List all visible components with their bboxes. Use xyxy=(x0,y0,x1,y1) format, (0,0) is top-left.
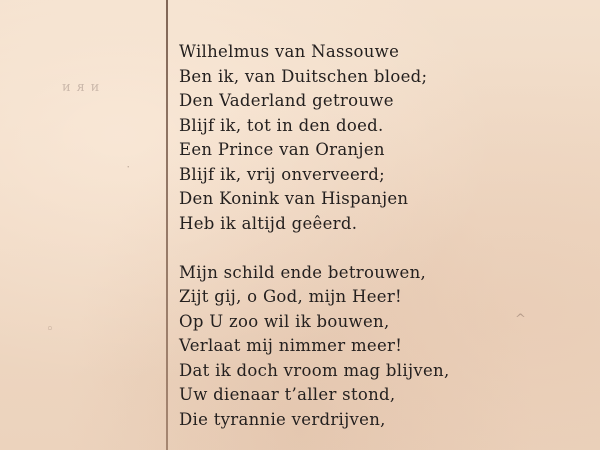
verse-line: Een Prince van Oranjen xyxy=(179,140,385,159)
poem-text xyxy=(179,40,450,450)
paper-blemish: ◦ xyxy=(46,322,54,337)
verse-line: Die tyrannie verdrijven, xyxy=(179,409,386,429)
verse-line: Mijn schild ende betrouwen, xyxy=(179,262,427,282)
verse-line: Blijf ik, tot in den doed. xyxy=(179,115,384,135)
verse-line: Ben ik, van Duitschen bloed; xyxy=(179,66,428,86)
show-through-text: ᴎ ᴙ ᴎ xyxy=(62,80,101,95)
verse-line: Den Vaderland getrouwe xyxy=(179,91,394,110)
page-fold-line xyxy=(166,0,168,450)
verse-line: Wilhelmus van Nassouwe xyxy=(179,42,400,61)
paper-blemish: ^ xyxy=(515,312,526,327)
verse-line: Heb ik altijd geêerd. xyxy=(179,213,358,233)
verse-line: Den Konink van Hispanjen xyxy=(179,189,409,208)
verse-line: Blijf ik, vrij onverveerd; xyxy=(179,164,385,184)
verse-line: Dat ik doch vroom mag blijven, xyxy=(179,360,450,380)
paper-blemish: ˙ xyxy=(125,165,132,180)
verse-line: Zijt gij, o God, mijn Heer! xyxy=(179,287,402,306)
stanza-2 xyxy=(179,261,450,433)
stanza-1 xyxy=(179,40,450,236)
verse-line: Uw dienaar t’aller stond, xyxy=(179,385,396,404)
verse-line: Op U zoo wil ik bouwen, xyxy=(179,311,390,331)
verse-line: Verlaat mij nimmer meer! xyxy=(179,336,403,355)
